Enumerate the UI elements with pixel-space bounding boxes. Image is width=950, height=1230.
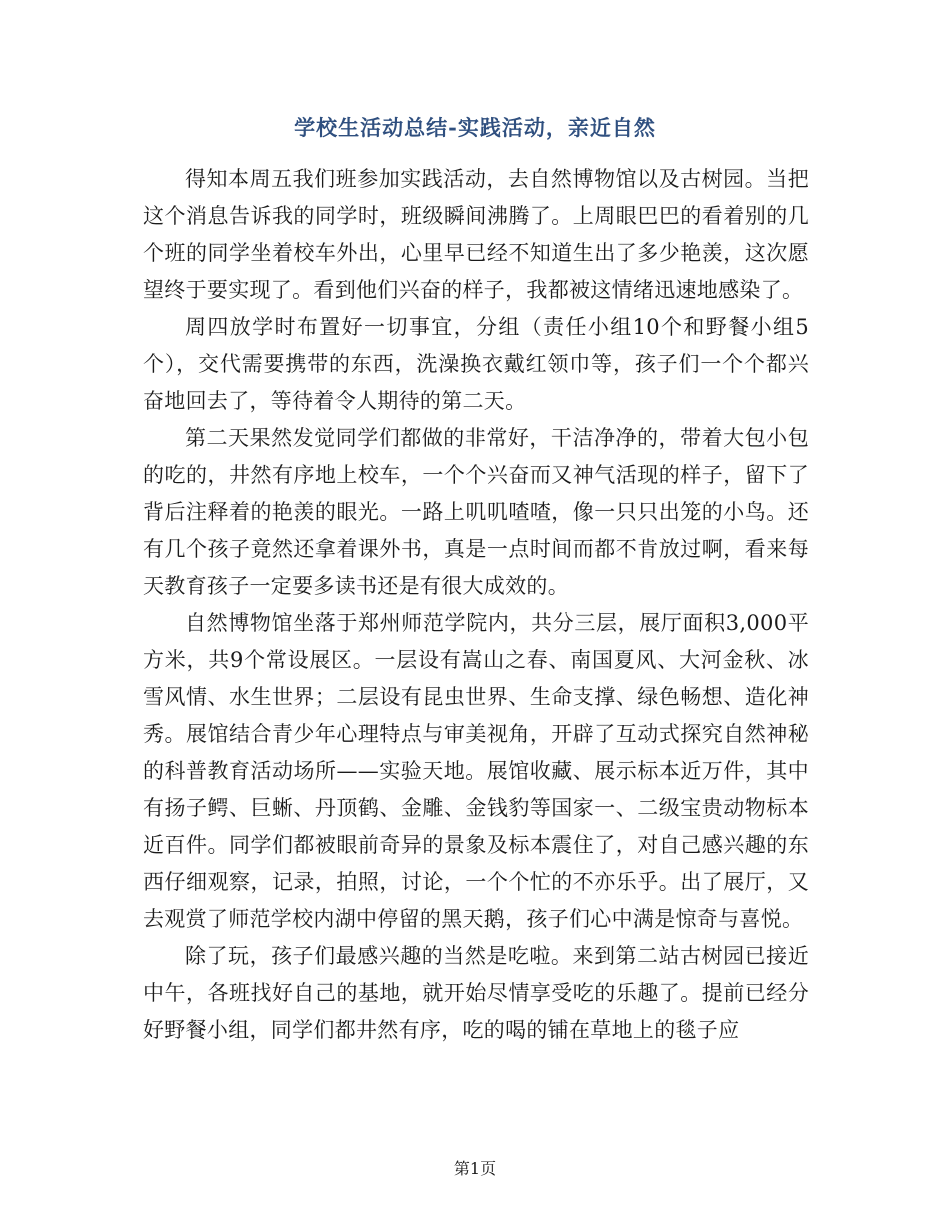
paragraph: 得知本周五我们班参加实践活动，去自然博物馆以及古树园。当把这个消息告诉我的同学时，班级瞬间沸腾了。上周眼巴巴的看着别的几个班的同学坐着校车外出，心里早已经不知道生出了多少艳羡，这次愿望终于要实现了。看到他们兴奋的样子，我都被这情绪迅速地感染了。 [143, 167, 809, 302]
paragraph: 除了玩，孩子们最感兴趣的当然是吃啦。来到第二站古树园已接近中午，各班找好自己的基地，就开始尽情享受吃的乐趣了。提前已经分好野餐小组，同学们都井然有序，吃的喝的铺在草地上的毯子应 [143, 944, 809, 1042]
document-title: 学校生活动总结-实践活动，亲近自然 [294, 115, 656, 140]
paragraph: 自然博物馆坐落于郑州师范学院内，共分三层，展厅面积3,000平方米，共9个常设展区。一层设有嵩山之春、南国夏风、大河金秋、冰雪风情、水生世界；二层设有昆虫世界、生命支撑、绿色畅想、造化神秀。展馆结合青少年心理特点与审美视角，开辟了互动式探究自然神秘的科普教育活动场所——实验天地。展馆收藏、展示标本近万件，其中有扬子鳄、巨蜥、丹顶鹤、金雕、金钱豹等国家一、二级宝贵动物标本近百件。同学们都被眼前奇异的景象及标本震住了，对自己感兴趣的东西仔细观察，记录，拍照，讨论，一个个忙的不亦乐乎。出了展厅，又去观赏了师范学校内湖中停留的黑天鹅，孩子们心中满是惊奇与喜悦。 [143, 611, 809, 931]
page-number: 第1页 [453, 1159, 497, 1178]
paragraph: 第二天果然发觉同学们都做的非常好，干洁净净的，带着大包小包的吃的，井然有序地上校车，一个个兴奋而又神气活现的样子，留下了背后注释着的艳羡的眼光。一路上叽叽喳喳，像一只只出笼的小鸟。还有几个孩子竟然还拿着课外书，真是一点时间而都不肯放过啊，看来每天教育孩子一定要多读书还是有很大成效的。 [143, 426, 809, 598]
paragraph: 周四放学时布置好一切事宜，分组（责任小组10个和野餐小组5个），交代需要携带的东西，洗澡换衣戴红领巾等，孩子们一个个都兴奋地回去了，等待着令人期待的第二天。 [143, 315, 809, 413]
document-body [143, 161, 809, 1049]
